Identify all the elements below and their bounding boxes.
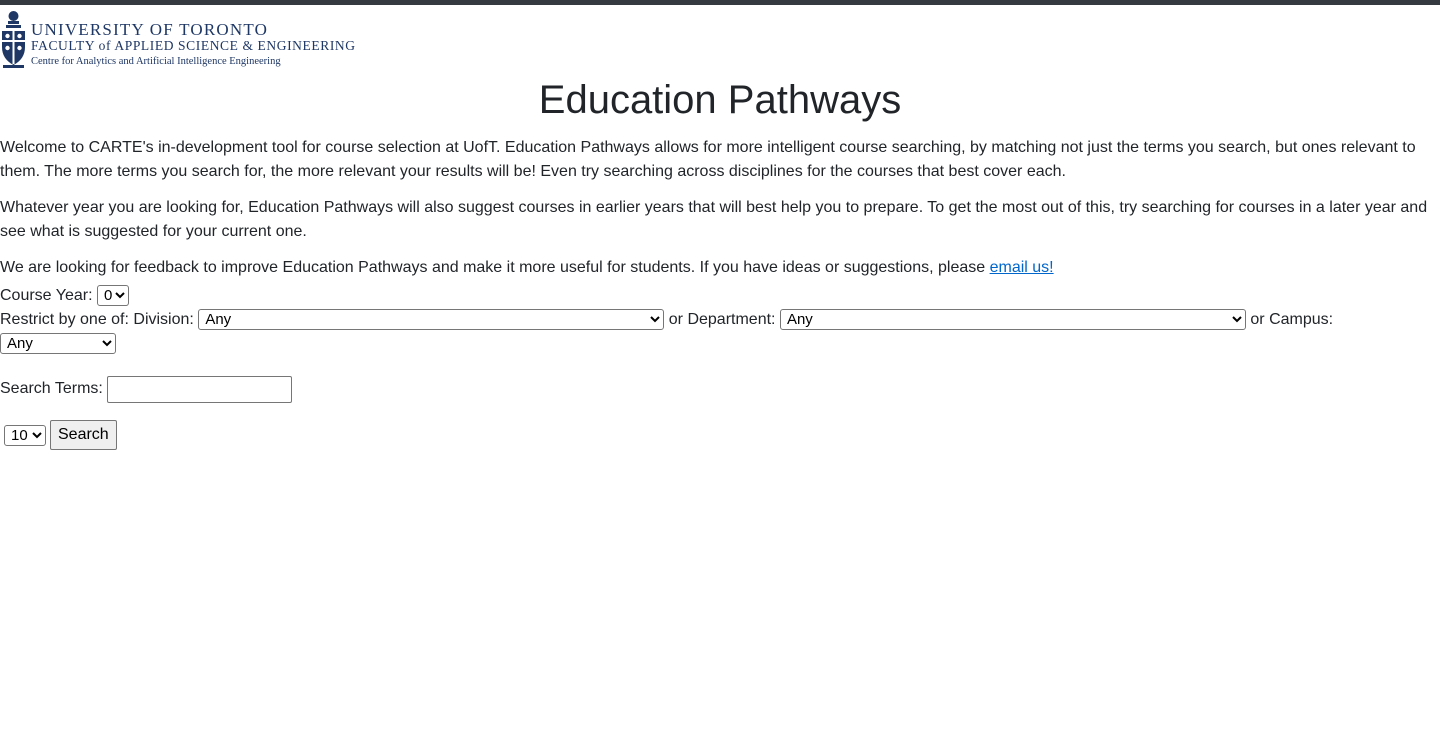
intro-paragraph-3 <box>0 256 1440 280</box>
course-year-select[interactable] <box>97 285 129 306</box>
page-title: Education Pathways <box>538 78 902 122</box>
search-terms-label: Search Terms: <box>0 380 103 397</box>
department-label: or Department: <box>668 311 776 328</box>
search-actions <box>0 420 1440 450</box>
department-select[interactable] <box>780 309 1246 330</box>
division-select[interactable] <box>198 309 664 330</box>
search-button[interactable]: Search <box>50 420 117 450</box>
restrict-row <box>0 308 1440 356</box>
uoft-logo <box>0 5 370 69</box>
results-count-select[interactable] <box>4 425 46 446</box>
course-year-label: Course Year: <box>0 287 93 304</box>
logo-centre-name: Centre for Analytics and Artificial Intelligence Engineering <box>31 56 281 67</box>
email-us-link[interactable]: email us! <box>989 259 1054 276</box>
crest-icon <box>0 7 27 69</box>
campus-select[interactable] <box>0 333 116 354</box>
course-year-row <box>0 284 1440 308</box>
campus-label: or Campus: <box>1250 311 1334 328</box>
intro-paragraph-1: Welcome to CARTE's in-development tool for course selection at UofT. Education Pathways allows for more intelligent course searching, by matching not just the terms you search, but ones relevant to them. The more terms you search for, the more relevant your results will be! Even try searching across disciplines for the courses that best cover each. <box>0 139 1416 180</box>
filters-form <box>0 284 1440 356</box>
feedback-text: We are looking for feedback to improve Education Pathways and make it more useful for students. If you have ideas or suggestions, please <box>0 259 986 276</box>
division-label: Restrict by one of: Division: <box>0 311 194 328</box>
intro-paragraph-2: Whatever year you are looking for, Education Pathways will also suggest courses in earlier years that will best help you to prepare. To get the most out of this, try searching for courses in a later year and see what is suggested for your current one. <box>0 199 1428 240</box>
logo-faculty-name: FACULTY of APPLIED SCIENCE & ENGINEERING <box>31 38 356 53</box>
logo-university-name: UNIVERSITY OF TORONTO <box>31 20 269 39</box>
search-terms-input[interactable] <box>107 376 292 403</box>
search-terms-row <box>0 374 1440 404</box>
